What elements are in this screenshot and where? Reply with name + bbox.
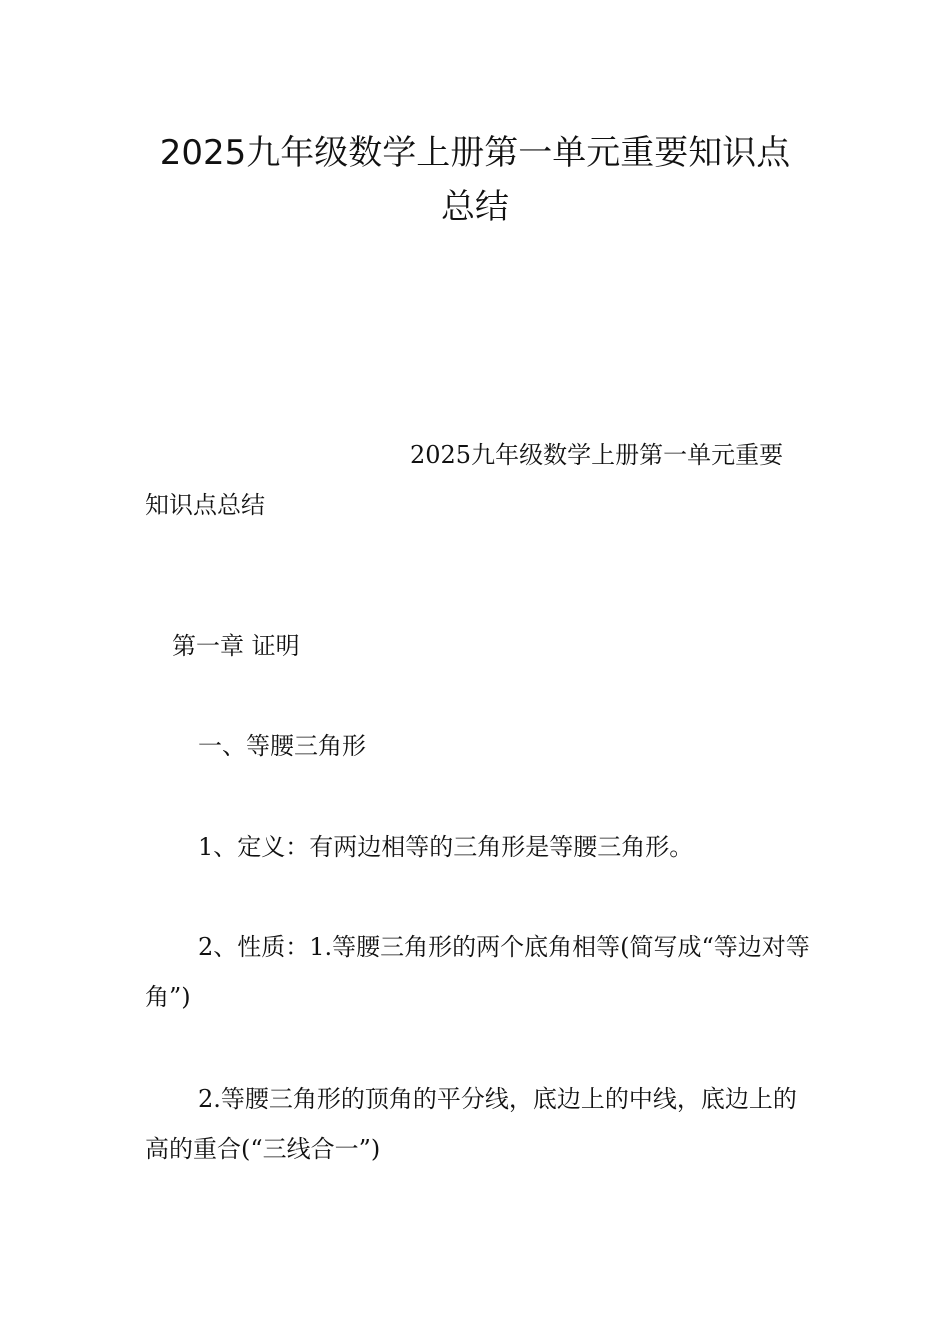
document-subtitle [145,430,810,530]
paragraph-property-1: 2、性质：1.等腰三角形的两个底角相等(简写成“等边对等角”) [145,933,810,1011]
section-heading: 一、等腰三角形 [198,732,366,760]
subtitle-line-1: 2025九年级数学上册第一单元重要 [410,441,784,469]
title-line-2: 总结 [441,187,509,227]
title-line-1: 2025九年级数学上册第一单元重要知识点 [159,133,791,173]
paragraph-definition: 1、定义：有两边相等的三角形是等腰三角形。 [198,833,694,861]
paragraph-property-2: 2.等腰三角形的顶角的平分线，底边上的中线，底边上的高的重合(“三线合一”) [145,1085,797,1163]
chapter-heading: 第一章 证明 [172,632,300,660]
subtitle-line-2: 知识点总结 [145,491,265,519]
document-title [100,126,850,234]
